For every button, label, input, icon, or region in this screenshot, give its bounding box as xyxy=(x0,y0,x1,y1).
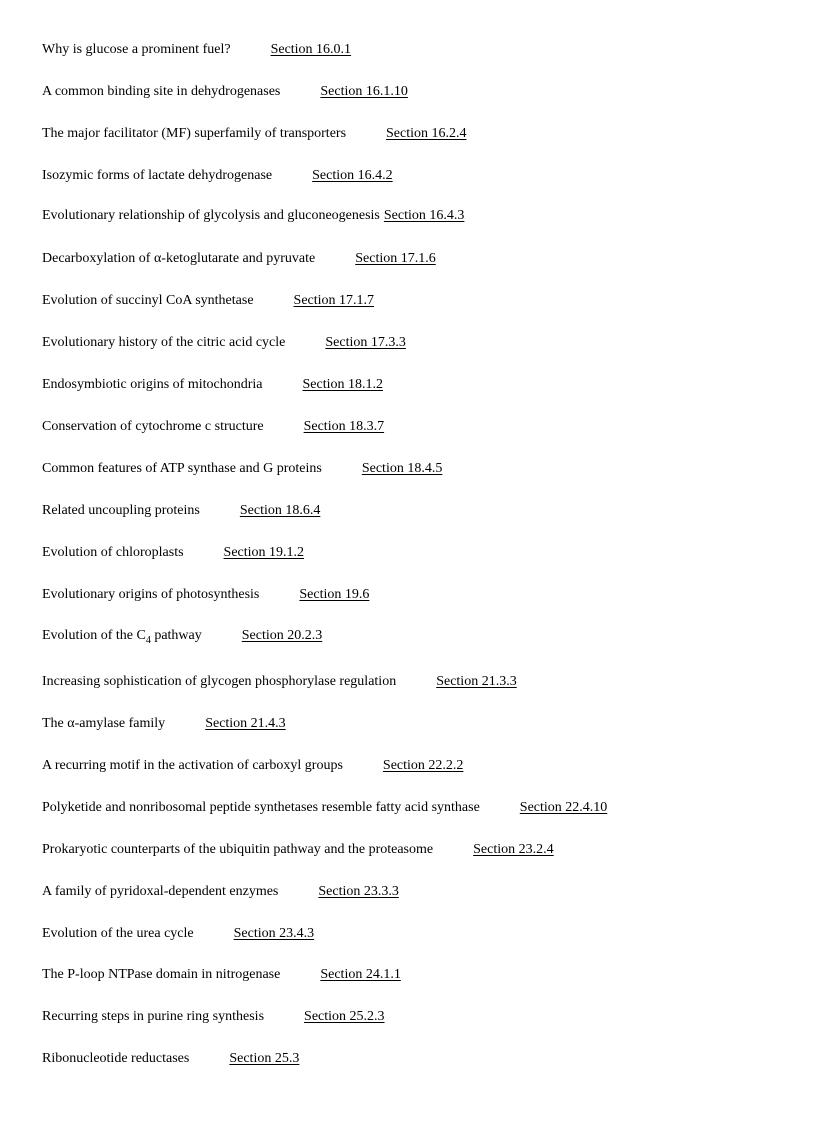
entry-title: A recurring motif in the activation of carboxyl groups xyxy=(42,758,343,773)
entry-title-text: pathway xyxy=(150,628,202,643)
section-link[interactable]: Section 18.1.2 xyxy=(302,377,383,392)
entry-title: Conservation of cytochrome c structure xyxy=(42,419,264,434)
entry-title: Prokaryotic counterparts of the ubiquitin pathway and the proteasome xyxy=(42,842,434,857)
section-link[interactable]: Section 23.3.3 xyxy=(318,884,399,899)
section-link[interactable]: Section 19.1.2 xyxy=(223,545,305,560)
section-link[interactable]: Section 17.1.6 xyxy=(355,251,436,266)
section-link[interactable]: Section 22.4.10 xyxy=(519,800,608,815)
list-item xyxy=(42,586,369,604)
section-link[interactable]: Section 20.2.3 xyxy=(241,628,323,643)
entry-title: Isozymic forms of lactate dehydrogenase xyxy=(42,168,273,183)
entry-title: A common binding site in dehydrogenases xyxy=(42,84,281,99)
section-link[interactable]: Section 25.2.3 xyxy=(304,1009,385,1024)
section-link[interactable]: Section 23.4.3 xyxy=(233,926,315,941)
section-link[interactable]: Section 16.4.2 xyxy=(312,168,393,183)
section-link[interactable]: Section 18.4.5 xyxy=(361,461,443,476)
list-item xyxy=(42,502,320,520)
entry-title: Evolution of chloroplasts xyxy=(42,545,184,560)
list-item xyxy=(42,376,383,394)
list-item xyxy=(42,83,408,101)
section-link[interactable]: Section 24.1.1 xyxy=(320,967,401,982)
entry-title: Common features of ATP synthase and G proteins xyxy=(42,461,322,476)
section-link[interactable]: Section 23.2.4 xyxy=(473,842,554,857)
section-link[interactable]: Section 16.0.1 xyxy=(270,42,352,57)
entry-title xyxy=(42,627,202,645)
list-item xyxy=(42,41,351,59)
entry-title: The P-loop NTPase domain in nitrogenase xyxy=(42,967,281,982)
section-link[interactable]: Section 18.6.4 xyxy=(239,503,321,518)
section-link[interactable]: Section 16.2.4 xyxy=(386,126,467,141)
list-item xyxy=(42,1008,385,1026)
list-item xyxy=(42,799,607,817)
list-item xyxy=(42,925,314,943)
entry-title: Evolution of succinyl CoA synthetase xyxy=(42,293,254,308)
list-item xyxy=(42,125,467,143)
section-link[interactable]: Section 18.3.7 xyxy=(303,419,385,434)
entry-title: Recurring steps in purine ring synthesis xyxy=(42,1009,265,1024)
entry-title: Evolutionary relationship of glycolysis and gluconeogenesis xyxy=(42,208,380,223)
section-link[interactable]: Section 22.2.2 xyxy=(382,758,464,773)
entry-title: Evolutionary origins of photosynthesis xyxy=(42,587,260,602)
entry-title: Evolutionary history of the citric acid cycle xyxy=(42,335,286,350)
section-link[interactable]: Section 16.1.10 xyxy=(320,84,408,99)
entry-title: Increasing sophistication of glycogen phosphorylase regulation xyxy=(42,674,397,689)
entry-title: Evolution of the urea cycle xyxy=(42,926,194,941)
list-item xyxy=(42,292,374,310)
entry-title: Related uncoupling proteins xyxy=(42,503,200,518)
section-link[interactable]: Section 16.4.3 xyxy=(383,208,465,223)
entry-title: Polyketide and nonribosomal peptide synthetases resemble fatty acid synthase xyxy=(42,800,480,815)
entry-title: The α-amylase family xyxy=(42,716,166,731)
list-item xyxy=(42,334,406,352)
section-link[interactable]: Section 17.1.7 xyxy=(293,293,375,308)
list-item xyxy=(42,966,401,984)
list-item xyxy=(42,250,436,268)
list-item xyxy=(42,715,286,733)
entry-title: Decarboxylation of α-ketoglutarate and pyruvate xyxy=(42,251,316,266)
entry-title-text: Evolution of the C xyxy=(42,628,146,643)
list-item xyxy=(42,418,384,436)
section-link[interactable]: Section 17.3.3 xyxy=(325,335,406,350)
list-item xyxy=(42,167,393,185)
list-item xyxy=(42,841,554,859)
entry-title: Why is glucose a prominent fuel? xyxy=(42,42,231,57)
list-item xyxy=(42,627,322,645)
entry-title: A family of pyridoxal-dependent enzymes xyxy=(42,884,279,899)
entry-title: Endosymbiotic origins of mitochondria xyxy=(42,377,263,392)
list-item xyxy=(42,544,304,562)
entry-title: The major facilitator (MF) superfamily of transporters xyxy=(42,126,347,141)
section-link[interactable]: Section 19.6 xyxy=(299,587,370,602)
list-item xyxy=(42,883,399,901)
list-item xyxy=(42,757,463,775)
list-item xyxy=(42,460,442,478)
list-item xyxy=(42,673,517,691)
section-link[interactable]: Section 21.4.3 xyxy=(205,716,286,731)
section-link[interactable]: Section 25.3 xyxy=(229,1051,300,1066)
section-link[interactable]: Section 21.3.3 xyxy=(436,674,517,689)
list-item xyxy=(42,1050,299,1068)
subscript: 4 xyxy=(145,635,151,646)
entry-title: Ribonucleotide reductases xyxy=(42,1051,190,1066)
list-item xyxy=(42,207,464,225)
